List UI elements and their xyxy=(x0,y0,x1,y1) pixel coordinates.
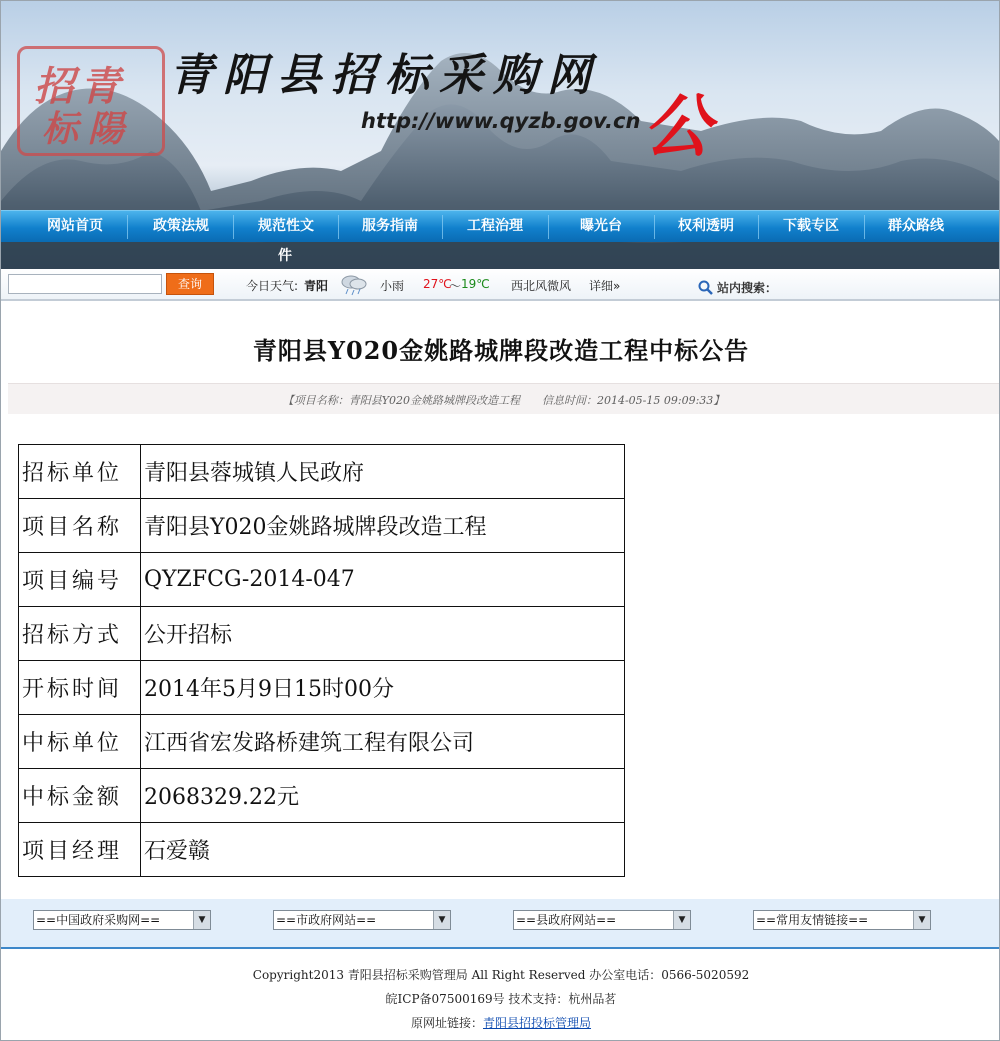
chevron-down-icon: ▼ xyxy=(913,911,930,929)
nav-mass-line[interactable]: 群众路线 xyxy=(888,218,944,234)
weather-city: 青阳 xyxy=(304,279,329,293)
select-value: ==常用友情链接== xyxy=(756,913,869,927)
logo-seal xyxy=(17,46,165,156)
origin-link[interactable]: 青阳县招投标管理局 xyxy=(483,1016,592,1030)
table-value: 2068329.22元 xyxy=(141,769,625,823)
site-url: http://www.qyzb.gov.cn xyxy=(361,109,641,133)
table-row xyxy=(19,823,625,877)
footer-origin xyxy=(1,1014,1000,1031)
table-row xyxy=(19,445,625,499)
weather-condition: 小雨 xyxy=(380,279,405,293)
county-gov-select[interactable] xyxy=(513,910,691,930)
query-input[interactable] xyxy=(8,274,162,294)
temp-low: 19℃ xyxy=(461,277,490,291)
site-title: 青阳县招标采购网 xyxy=(169,50,601,101)
table-row xyxy=(19,715,625,769)
select-value: ==县政府网站== xyxy=(516,913,617,927)
table-key: 中标单位 xyxy=(19,715,141,769)
nav-service-guide[interactable]: 服务指南 xyxy=(362,218,418,234)
info-bar xyxy=(1,269,999,301)
friend-links-bar xyxy=(1,899,999,949)
table-key: 中标金额 xyxy=(19,769,141,823)
article-meta: 【项目名称：青阳县Y020金姚路城牌段改造工程 信息时间：2014-05-15 09:09:33】 xyxy=(282,394,725,407)
table-key: 项目经理 xyxy=(19,823,141,877)
table-value: 公开招标 xyxy=(141,607,625,661)
nav-engineering[interactable]: 工程治理 xyxy=(467,218,523,234)
wind-info: 西北风微风 xyxy=(511,279,572,293)
select-value: ==中国政府采购网== xyxy=(36,913,161,927)
seal-text-bottom: 标陽 xyxy=(42,108,135,150)
notice-mark: 公 xyxy=(643,87,712,167)
site-banner xyxy=(1,1,999,301)
table-value: 2014年5月9日15时00分 xyxy=(141,661,625,715)
temp-separator: ～ xyxy=(449,279,462,293)
table-row xyxy=(19,661,625,715)
rain-cloud-icon xyxy=(339,272,369,296)
table-row xyxy=(19,607,625,661)
query-button[interactable]: 查询 xyxy=(166,273,214,295)
city-gov-select[interactable] xyxy=(273,910,451,930)
chevron-down-icon: ▼ xyxy=(193,911,210,929)
select-value: ==市政府网站== xyxy=(276,913,377,927)
table-key: 项目名称 xyxy=(19,499,141,553)
article-title: 青阳县Y020金姚路城牌段改造工程中标公告 xyxy=(252,336,750,365)
table-value: QYZFCG-2014-047 xyxy=(141,553,625,607)
table-key: 开标时间 xyxy=(19,661,141,715)
footer-copyright: Copyright2013 青阳县招标采购管理局 All Right Reserved 办公室电话：0566-5020592 xyxy=(252,968,750,982)
award-info-table xyxy=(18,444,625,877)
table-row xyxy=(19,499,625,553)
table-value: 青阳县Y020金姚路城牌段改造工程 xyxy=(141,499,625,553)
footer-icp: 皖ICP备07500169号 技术支持：杭州品茗 xyxy=(385,992,617,1006)
table-value: 石爱赣 xyxy=(141,823,625,877)
table-key: 项目编号 xyxy=(19,553,141,607)
weather-label: 今日天气: xyxy=(246,279,299,293)
nav-policy[interactable]: 政策法规 xyxy=(153,218,209,234)
nav-transparency[interactable]: 权利透明 xyxy=(678,218,734,234)
table-row xyxy=(19,553,625,607)
table-value: 江西省宏发路桥建筑工程有限公司 xyxy=(141,715,625,769)
search-icon xyxy=(698,280,713,295)
origin-label: 原网址链接： xyxy=(410,1016,483,1030)
weather-details-link[interactable]: 详细» xyxy=(589,279,621,293)
nav-exposure[interactable]: 曝光台 xyxy=(580,218,622,234)
site-search-label: 站内搜索： xyxy=(717,281,778,295)
table-value: 青阳县蓉城镇人民政府 xyxy=(141,445,625,499)
nav-overflow-text[interactable]: 件 xyxy=(278,248,292,264)
temp-high: 27℃ xyxy=(423,277,452,291)
main-nav xyxy=(1,210,999,242)
nav-downloads[interactable]: 下载专区 xyxy=(783,218,839,234)
article-meta-bar xyxy=(8,383,999,414)
friendly-links-select[interactable] xyxy=(753,910,931,930)
seal-text-top: 招青 xyxy=(34,63,126,110)
nav-regulations[interactable]: 规范性文 xyxy=(258,218,314,234)
chevron-down-icon: ▼ xyxy=(673,911,690,929)
table-key: 招标单位 xyxy=(19,445,141,499)
chevron-down-icon: ▼ xyxy=(433,911,450,929)
table-row xyxy=(19,769,625,823)
table-key: 招标方式 xyxy=(19,607,141,661)
gov-procurement-select[interactable] xyxy=(33,910,211,930)
nav-home[interactable]: 网站首页 xyxy=(47,218,103,234)
